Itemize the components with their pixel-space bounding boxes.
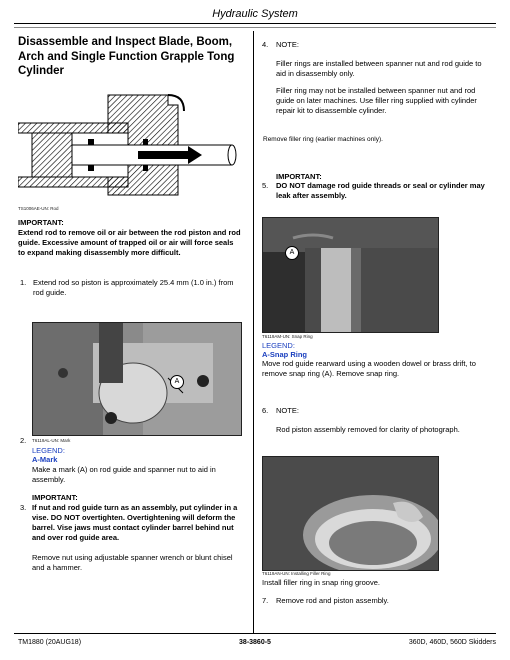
step-text: Make a mark (A) on rod guide and spanner nut to aid in assembly. [32, 465, 216, 484]
step-number: 7. [262, 596, 269, 605]
important-heading: IMPORTANT: [276, 172, 322, 181]
note-text: Remove nut using adjustable spanner wrench or blunt chisel and a hammer. [32, 553, 233, 572]
figure-caption: T6119AM-UN: Snap Ring [262, 334, 313, 339]
important-text: Extend rod to remove oil or air between the rod piston and rod guide. Excessive amount of trapped oil or air will force seals to expand making disassembly more difficult. [18, 228, 241, 257]
step-text: If nut and rod guide turn as an assembly, put cylinder in a vise. DO NOT overtighten. Overtightening will deform the barrel. Vise jaws must contact cylinder barrel behind nut and over rod guide area. [32, 503, 238, 542]
figure-caption: T6119AN-UN: Installing Filler Ring [262, 571, 331, 576]
figure-caption: TS1006AE-UN: Rod [18, 206, 59, 211]
filler-ring-photo [262, 456, 439, 571]
page-header: Hydraulic System [212, 8, 298, 20]
note-label: NOTE: [276, 40, 299, 49]
column-divider [253, 31, 254, 633]
callout-a: A [170, 375, 184, 389]
important-heading: IMPORTANT: [18, 218, 64, 227]
rod-cross-section-figure [18, 85, 240, 203]
note-label: NOTE: [276, 406, 299, 415]
legend-title: LEGEND: [32, 446, 65, 455]
legend-item: A-Mark [32, 455, 58, 464]
legend-item: A-Snap Ring [262, 350, 307, 359]
important-heading: IMPORTANT: [32, 493, 78, 502]
step-number: 1. [20, 278, 27, 287]
step-number: 2. [20, 436, 27, 445]
footer-rule [14, 633, 496, 634]
step-text: DO NOT damage rod guide threads or seal or cylinder may leak after assembly. [276, 181, 485, 200]
note-text: Filler rings are installed between spanner nut and rod guide to aid in disassembly only. [276, 59, 482, 78]
callout-a: A [285, 246, 299, 260]
step-text: Move rod guide rearward using a wooden dowel or brass drift, to remove snap ring (A). Remove snap ring. [262, 359, 476, 378]
header-rule-thin [14, 27, 496, 28]
page-number: 38-3860-5 [239, 639, 271, 646]
header-rule [14, 23, 496, 24]
step-number: 3. [20, 503, 27, 512]
note-text: Rod piston assembly removed for clarity of photograph. [276, 425, 460, 434]
figure-caption: T6119AL-UN: Mark [32, 438, 71, 443]
step-text: Install filler ring in snap ring groove. [262, 578, 380, 587]
step-text: Extend rod so piston is approximately 25.4 mm (1.0 in.) from rod guide. [33, 278, 234, 297]
step-number: 6. [262, 406, 269, 415]
step-number: 5. [262, 181, 269, 190]
footer-left: TM1880 (20AUG18) [18, 639, 82, 646]
section-title: Disassemble and Inspect Blade, Boom, Arch and Single Function Grapple Tong Cylinder [18, 36, 235, 77]
footer-right: 360D, 460D, 560D Skidders [408, 639, 496, 646]
step-number: 4. [262, 40, 269, 49]
action-text: Remove filler ring (earlier machines only). [263, 136, 383, 143]
legend-title: LEGEND: [262, 341, 295, 350]
snap-ring-photo [262, 217, 439, 333]
step-text: Remove rod and piston assembly. [276, 596, 389, 605]
mark-photo [32, 322, 242, 436]
note-text: Filler ring may not be installed between spanner nut and rod guide on later machines. Use filler ring supplied with cylinder repair kit to disassemble cylinder. [276, 86, 477, 115]
